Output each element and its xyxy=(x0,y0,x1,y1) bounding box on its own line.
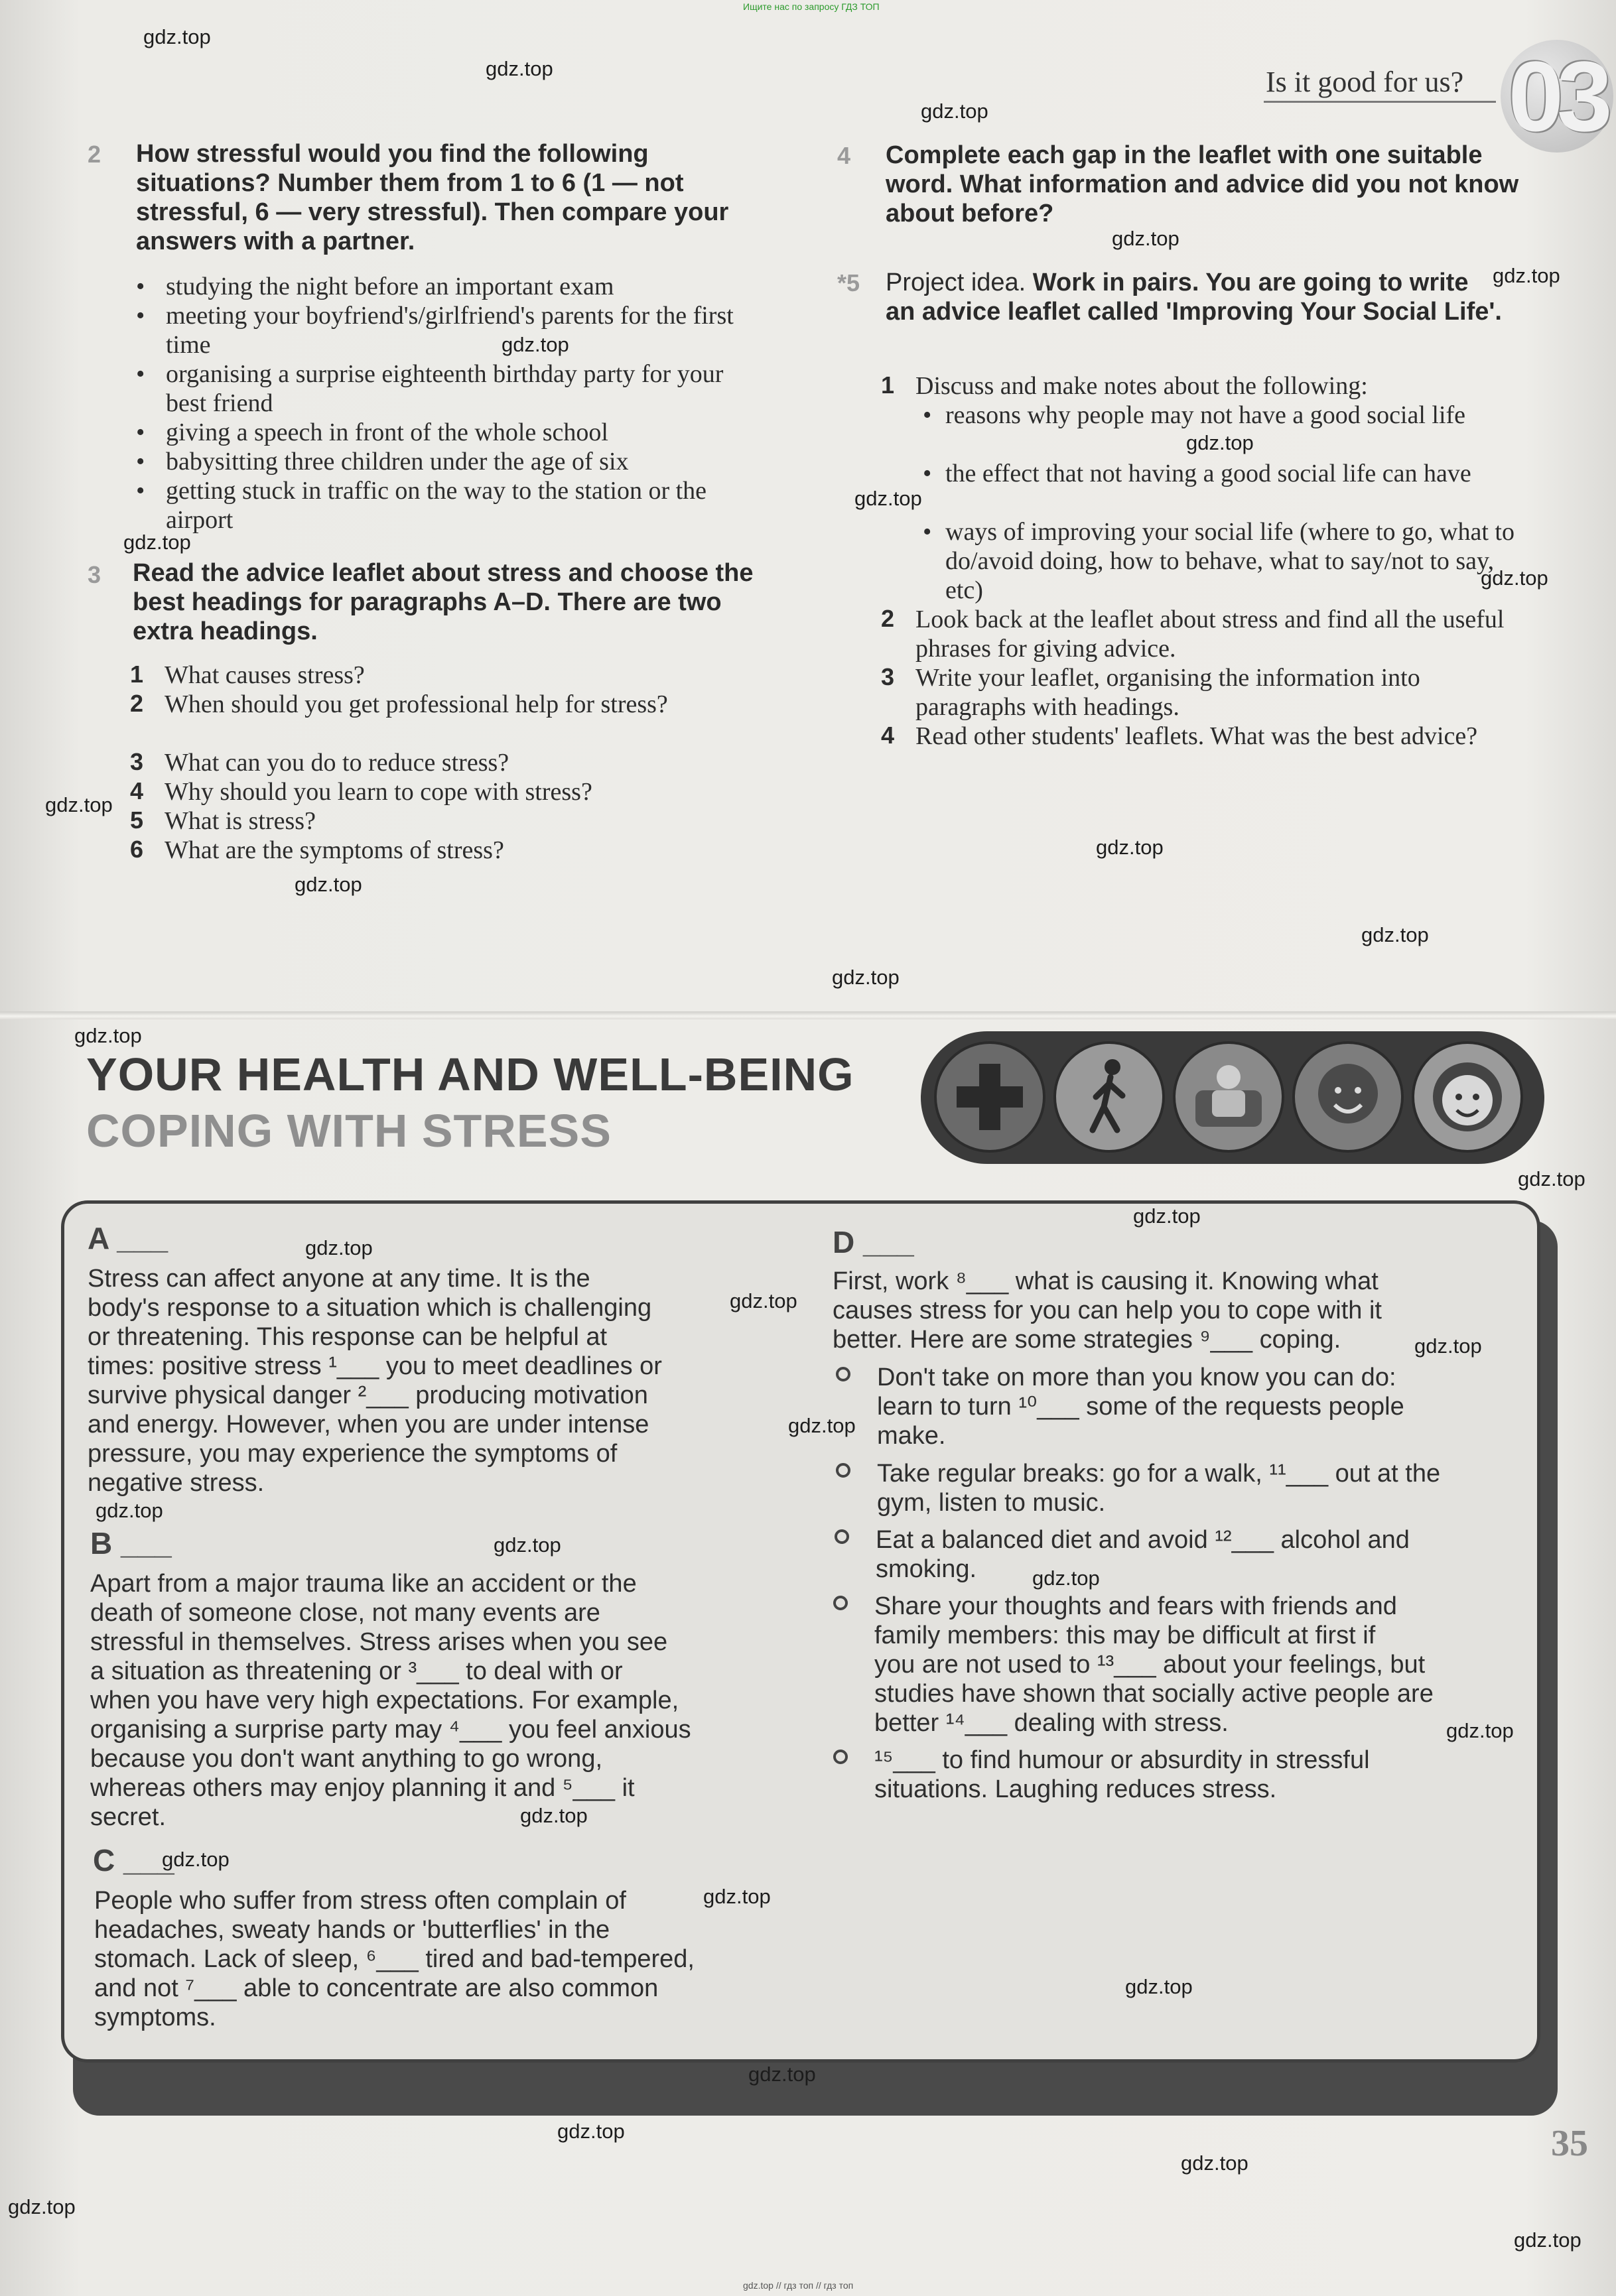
task-2-bullet: • meeting your boyfriend's/girlfriend's parents for the first time xyxy=(136,302,734,359)
watermark: gdz.top xyxy=(1518,1167,1585,1190)
paragraph-d-intro: First, work ⁸___ what is causing it. Knowing what causes stress for you can help you to cope with it better. Here are some strategies ⁹___ coping. xyxy=(833,1267,1382,1354)
watermark: gdz.top xyxy=(520,1804,588,1827)
relaxing-person-icon xyxy=(1173,1041,1284,1153)
watermark: gdz.top xyxy=(1133,1204,1201,1228)
project-sub-bullet: • ways of improving your social life (where to go, what to do/avoid doing, how to behave, what to say/not to say, etc) xyxy=(923,518,1515,604)
watermark: gdz.top xyxy=(494,1533,561,1557)
task-2-bullet: • studying the night before an important exam xyxy=(136,273,614,300)
project-step: 3 Write your leaflet, organising the information into paragraphs with headings. xyxy=(881,663,1420,721)
project-sub-bullet: • reasons why people may not have a good social life xyxy=(923,401,1466,429)
watermark: gdz.top xyxy=(1096,836,1164,859)
task-4-number: 4 xyxy=(837,142,851,169)
bullet-circle-icon xyxy=(833,1750,848,1764)
watermark: gdz.top xyxy=(74,1024,142,1047)
paragraph-b-text: Apart from a major trauma like an accident or the death of someone close, not many events are stressful in themselves. Stress arises when you see a situation as threatening or ³___ to deal with or when you have very high expectations. For example, organising a surprise party may ⁴___ you feel anxious because you don't want anything to go wrong, whereas others may enjoy planning it and ⁵___ it secret. xyxy=(90,1570,691,1831)
task-2-bullet: • giving a speech in front of the whole school xyxy=(136,418,608,446)
task-4-instruction: Complete each gap in the leaflet with one suitable word. What information and advice did you not know about before? xyxy=(886,141,1519,227)
smiling-man-icon xyxy=(1292,1041,1404,1153)
task-2-bullet: • organising a surprise eighteenth birthday party for your best friend xyxy=(136,360,724,417)
task-5-instruction: Project idea. Work in pairs. You are going to write an advice leaflet called 'Improving Your Social Life'. xyxy=(886,269,1502,326)
task-5-number: *5 xyxy=(837,269,860,296)
paragraph-c-label: C ___ xyxy=(93,1843,174,1878)
bullet-circle-icon xyxy=(836,1367,850,1381)
watermark: gdz.top xyxy=(1514,2228,1582,2252)
heading-option: 2 When should you get professional help for stress? xyxy=(130,690,668,718)
watermark: gdz.top xyxy=(295,873,362,896)
footer-note: gdz.top // гдз топ // гдз топ xyxy=(743,2280,854,2291)
task-3-number: 3 xyxy=(88,561,101,588)
task-3-instruction: Read the advice leaflet about stress and choose the best headings for paragraphs A–D. There are two extra headings. xyxy=(133,559,754,645)
heading-option: 3 What can you do to reduce stress? xyxy=(130,748,509,777)
watermark: gdz.top xyxy=(8,2195,76,2218)
walking-person-icon xyxy=(1053,1041,1165,1153)
task-2-bullet: • babysitting three children under the age of six xyxy=(136,448,629,476)
heading-option: 1 What causes stress? xyxy=(130,661,365,689)
watermark: gdz.top xyxy=(143,25,211,48)
watermark: gdz.top xyxy=(748,2063,816,2086)
watermark: gdz.top xyxy=(1414,1334,1482,1358)
unit-title: Is it good for us? xyxy=(1266,66,1464,98)
watermark: gdz.top xyxy=(123,531,191,554)
page-fold xyxy=(0,1011,1616,1019)
watermark: gdz.top xyxy=(502,333,569,356)
paragraph-a-label: A ___ xyxy=(88,1221,168,1255)
project-step: 2 Look back at the leaflet about stress and find all the useful phrases for giving advice. xyxy=(881,605,1505,663)
watermark: gdz.top xyxy=(45,793,113,816)
section-title: YOUR HEALTH AND WELL-BEING xyxy=(86,1049,854,1100)
task-2-instruction: How stressful would you find the following situations? Number them from 1 to 6 (1 — not stressful, 6 — very stressful). Then compare your answers with a partner. xyxy=(136,140,729,255)
watermark: gdz.top xyxy=(305,1236,373,1259)
watermark: gdz.top xyxy=(1181,2151,1248,2175)
strategy-tip: ¹⁵___ to find humour or absurdity in stressful situations. Laughing reduces stress. xyxy=(874,1746,1511,1804)
header-underline xyxy=(1264,101,1496,103)
watermark: gdz.top xyxy=(1493,264,1560,287)
bullet-circle-icon xyxy=(836,1463,850,1478)
watermark: gdz.top xyxy=(1112,227,1179,250)
paragraph-d-label: D ___ xyxy=(833,1225,914,1259)
bullet-circle-icon xyxy=(835,1529,849,1544)
watermark: gdz.top xyxy=(1125,1975,1193,1998)
watermark: gdz.top xyxy=(96,1499,163,1522)
project-step: 4 Read other students' leaflets. What was the best advice? xyxy=(881,722,1478,750)
watermark: gdz.top xyxy=(1446,1719,1514,1742)
task-2-number: 2 xyxy=(88,141,101,168)
watermark: gdz.top xyxy=(854,487,922,510)
strategy-tip: Take regular breaks: go for a walk, ¹¹___ out at the gym, listen to music. xyxy=(877,1459,1514,1517)
watermark: gdz.top xyxy=(557,2120,625,2143)
unit-number-badge: 03 xyxy=(1501,40,1613,153)
paragraph-a-text: Stress can affect anyone at any time. It is the body's response to a situation which is challenging or threatening. This response can be helpful at times: positive stress ¹___ you to meet deadlines or survive physical danger ²___ producing motivation and energy. However, when you are under intense pressure, you may experience the symptoms of negative stress. xyxy=(88,1265,662,1497)
heading-option: 5 What is stress? xyxy=(130,806,316,835)
bullet-circle-icon xyxy=(833,1596,848,1610)
strategy-tip: Don't take on more than you know you can do: learn to turn ¹⁰___ some of the requests people make. xyxy=(877,1363,1514,1450)
watermark: gdz.top xyxy=(1361,923,1429,946)
watermark: gdz.top xyxy=(1186,431,1254,454)
health-icons-bar xyxy=(921,1031,1544,1164)
section-subtitle: COPING WITH STRESS xyxy=(86,1105,612,1157)
search-hint: Ищите нас по запросу ГДЗ ТОП xyxy=(743,1,880,12)
watermark: gdz.top xyxy=(486,57,553,80)
page-number: 35 xyxy=(1551,2123,1588,2164)
project-step: 1 Discuss and make notes about the following: xyxy=(881,371,1368,400)
watermark: gdz.top xyxy=(162,1848,230,1871)
project-sub-bullet: • the effect that not having a good social life can have xyxy=(923,460,1471,487)
watermark: gdz.top xyxy=(788,1414,856,1437)
heading-option: 4 Why should you learn to cope with stress? xyxy=(130,777,592,806)
strategy-tip: Share your thoughts and fears with friends and family members: this may be difficult at first if you are not used to ¹³___ about your feelings, but studies have shown that socially active people are better ¹⁴___ dealing with stress. xyxy=(874,1592,1511,1738)
watermark: gdz.top xyxy=(1481,566,1548,590)
heading-option: 6 What are the symptoms of stress? xyxy=(130,836,504,864)
strategy-tip: Eat a balanced diet and avoid ¹²___ alcohol and smoking. xyxy=(876,1525,1513,1584)
task-2-bullet: • getting stuck in traffic on the way to the station or the airport xyxy=(136,477,707,534)
smiling-woman-icon xyxy=(1412,1041,1523,1153)
plus-icon xyxy=(934,1041,1045,1153)
watermark: gdz.top xyxy=(1032,1566,1100,1590)
watermark: gdz.top xyxy=(832,966,900,989)
paragraph-b-label: B ___ xyxy=(90,1526,172,1561)
watermark: gdz.top xyxy=(703,1885,771,1908)
watermark: gdz.top xyxy=(730,1289,797,1312)
paragraph-c-text: People who suffer from stress often complain of headaches, sweaty hands or 'butterflies' in the stomach. Lack of sleep, ⁶___ tired and bad-tempered, and not ⁷___ able to concentrate are also common symptoms. xyxy=(94,1887,695,2031)
watermark: gdz.top xyxy=(921,99,988,123)
